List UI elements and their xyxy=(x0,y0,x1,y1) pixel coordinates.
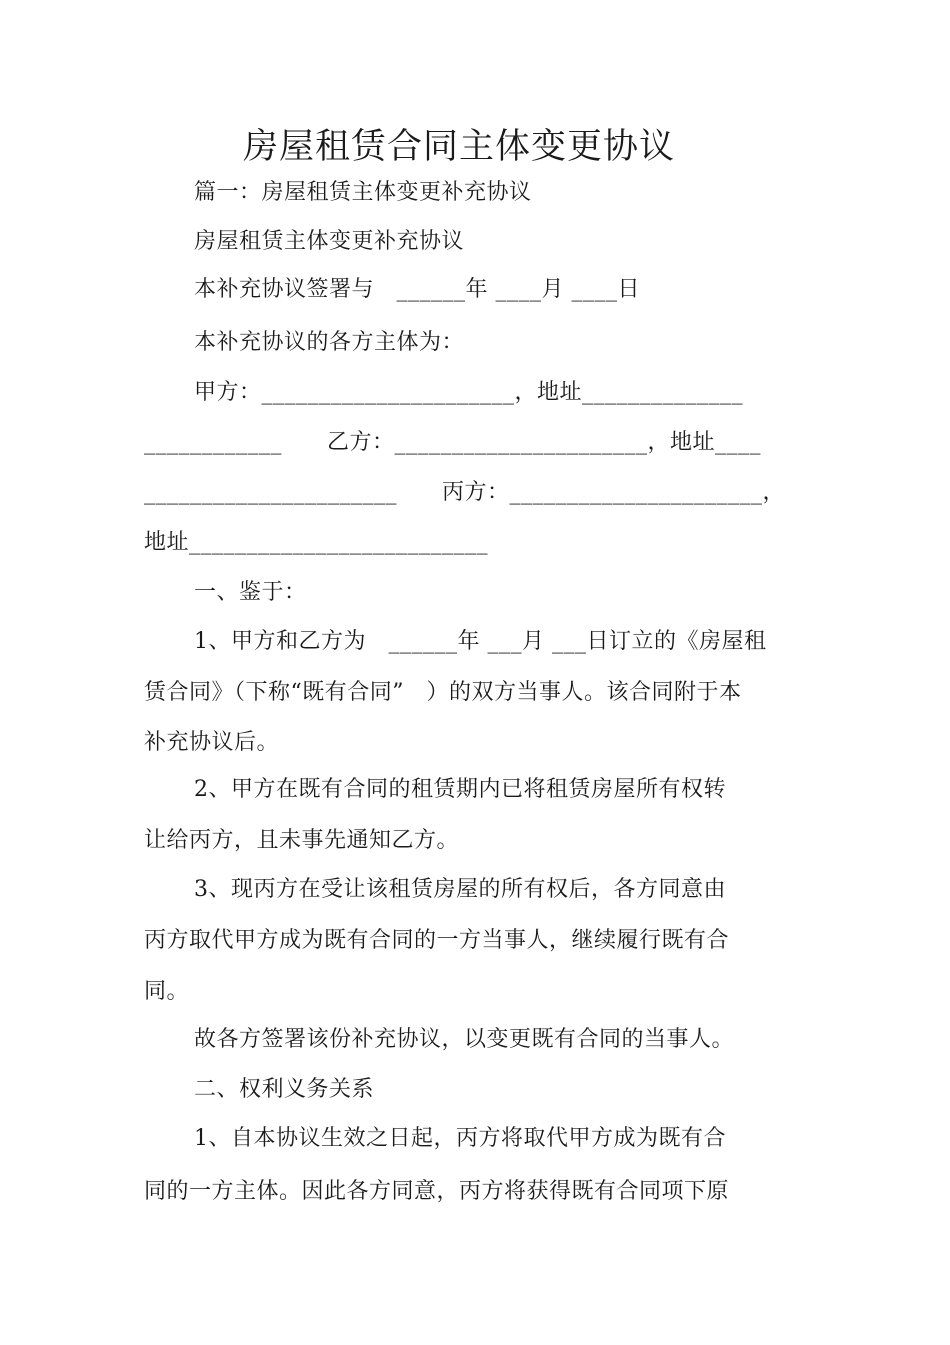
clause-2-line-2: 让给丙方，且未事先通知乙方。 xyxy=(144,828,460,853)
conclusion-line: 故各方签署该份补充协议，以变更既有合同的当事人。 xyxy=(194,1027,735,1052)
agreement-subtitle: 房屋租赁主体变更补充协议 xyxy=(194,229,465,254)
section-heading-rights: 二、权利义务关系 xyxy=(194,1077,375,1102)
rights-clause-1-line-1: 1、自本协议生效之日起，丙方将取代甲方成为既有合 xyxy=(194,1126,726,1151)
clause-1-line-2: 赁合同》（下称“既有合同” ）的双方当事人。该合同附于本 xyxy=(144,680,742,705)
section-heading-part-one: 篇一：房屋租赁主体变更补充协议 xyxy=(194,180,532,205)
party-a-line: 甲方：______________________，地址______________ xyxy=(194,380,744,405)
party-c-address-line: 地址__________________________ xyxy=(144,530,489,555)
rights-clause-1-line-2: 同的一方主体。因此各方同意，丙方将获得既有合同项下原 xyxy=(144,1179,730,1204)
party-c-line: ______________________ 丙方：______________________， xyxy=(144,480,786,505)
section-heading-whereas: 一、鉴于： xyxy=(194,580,307,605)
signing-date-line: 本补充协议签署与 ______年 ____月 ____日 xyxy=(194,277,640,302)
clause-3-line-1: 3、现丙方在受让该租赁房屋的所有权后，各方同意由 xyxy=(194,877,726,902)
clause-3-line-3: 同。 xyxy=(144,979,190,1004)
clause-1-line-3: 补充协议后。 xyxy=(144,730,280,755)
parties-intro: 本补充协议的各方主体为： xyxy=(194,330,465,355)
clause-1-line-1: 1、甲方和乙方为 ______年 ___月 ___日订立的《房屋租 xyxy=(194,629,767,654)
clause-3-line-2: 丙方取代甲方成为既有合同的一方当事人，继续履行既有合 xyxy=(144,928,730,953)
clause-2-line-1: 2、甲方在既有合同的租赁期内已将租赁房屋所有权转 xyxy=(194,777,726,802)
document-title: 房屋租赁合同主体变更协议 xyxy=(242,127,675,167)
party-b-line: ____________ 乙方：______________________，地址____ xyxy=(144,430,762,455)
